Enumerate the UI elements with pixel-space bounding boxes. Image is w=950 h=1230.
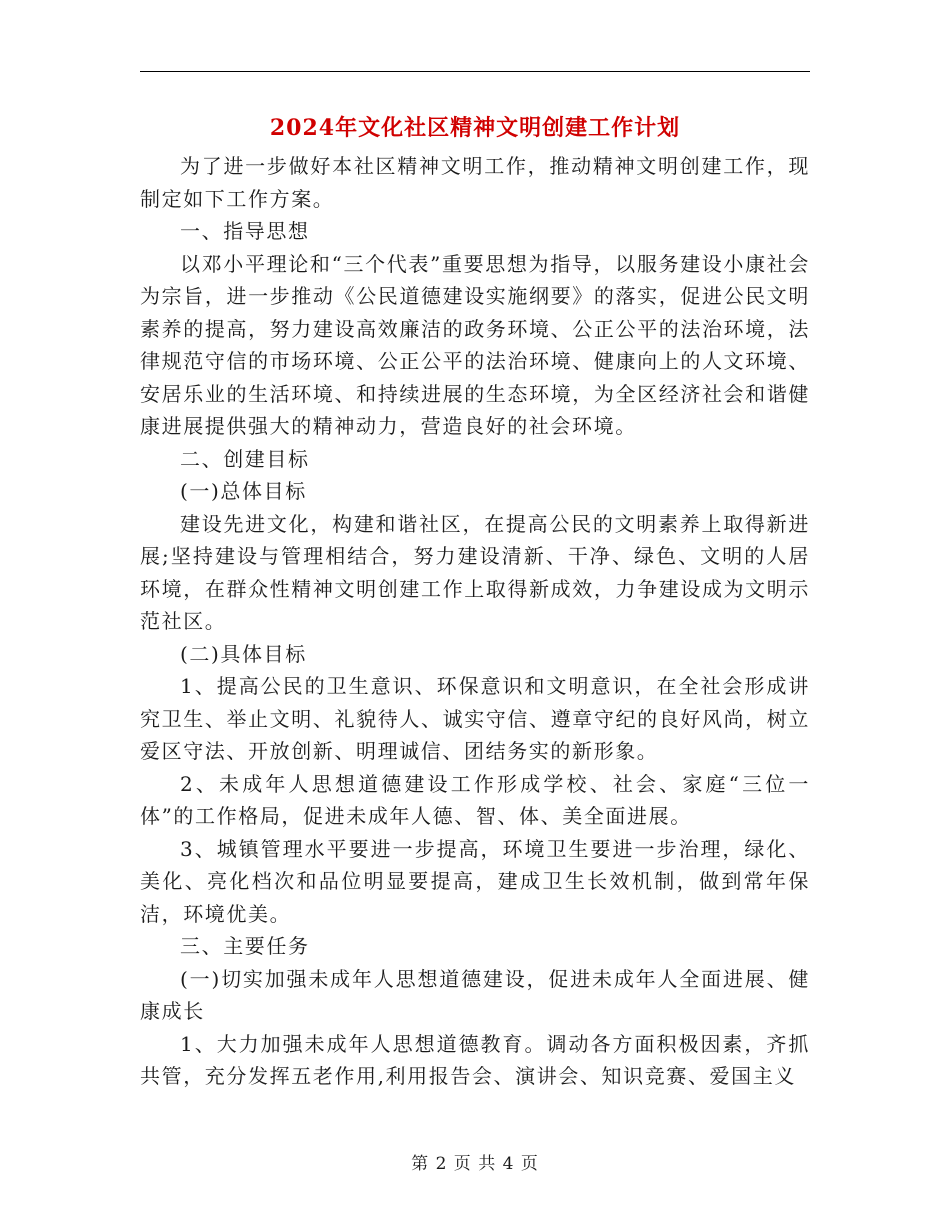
page-number-label: 第 2 页 共 4 页: [411, 1154, 539, 1174]
page-footer: [0, 1152, 950, 1176]
subheading-task-1: (一)切实加强未成年人思想道德建设，促进未成年人全面进展、健康成长: [140, 966, 810, 1023]
paragraph-overall-goal: 建设先进文化，构建和谐社区，在提高公民的文明素养上取得新进展;坚持建设与管理相结合，努力建设清新、干净、绿色、文明的人居环境，在群众性精神文明创建工作上取得新成效，力争建设成为文明示范社区。: [140, 511, 810, 633]
document-title: 2024年文化社区精神文明创建工作计划: [269, 115, 681, 141]
subheading-specific-goals: (二)具体目标: [180, 641, 307, 666]
heading-guiding-ideology: 一、指导思想: [180, 219, 310, 243]
document-body: [140, 150, 810, 1093]
heading-main-tasks: 三、主要任务: [180, 934, 310, 958]
subheading-overall-goal: (一)总体目标: [180, 479, 307, 503]
header-rule: [140, 71, 810, 72]
paragraph-intro: 为了进一步做好本社区精神文明工作，推动精神文明创建工作，现制定如下工作方案。: [140, 154, 810, 211]
paragraph-guiding-ideology: 以邓小平理论和“三个代表”重要思想为指导，以服务建设小康社会为宗旨，进一步推动《公民道德建设实施纲要》的落实，促进公民文明素养的提高，努力建设高效廉洁的政务环境、公正公平的法治环境，法律规范守信的市场环境、公正公平的法治环境、健康向上的人文环境、安居乐业的生活环境、和持续进展的生态环境，为全区经济社会和谐健康进展提供强大的精神动力，营造良好的社会环境。: [140, 251, 810, 438]
paragraph-goal-3: 3、城镇管理水平要进一步提高，环境卫生要进一步治理，绿化、美化、亮化档次和品位明显要提高，建成卫生长效机制，做到常年保洁，环境优美。: [140, 836, 810, 926]
paragraph-goal-1: 1、提高公民的卫生意识、环保意识和文明意识，在全社会形成讲究卫生、举止文明、礼貌待人、诚实守信、遵章守纪的良好风尚，树立爱区守法、开放创新、明理诚信、团结务实的新形象。: [140, 674, 810, 763]
heading-creation-goals: 二、创建目标: [180, 446, 310, 471]
paragraph-task-1-1: 1、大力加强未成年人思想道德教育。调动各方面积极因素，齐抓共管，充分发挥五老作用,利用报告会、演讲会、知识竞赛、爱国主义: [140, 1031, 810, 1088]
paragraph-goal-2: 2、未成年人思想道德建设工作形成学校、社会、家庭“三位一体”的工作格局，促进未成年人德、智、体、美全面进展。: [140, 771, 810, 828]
